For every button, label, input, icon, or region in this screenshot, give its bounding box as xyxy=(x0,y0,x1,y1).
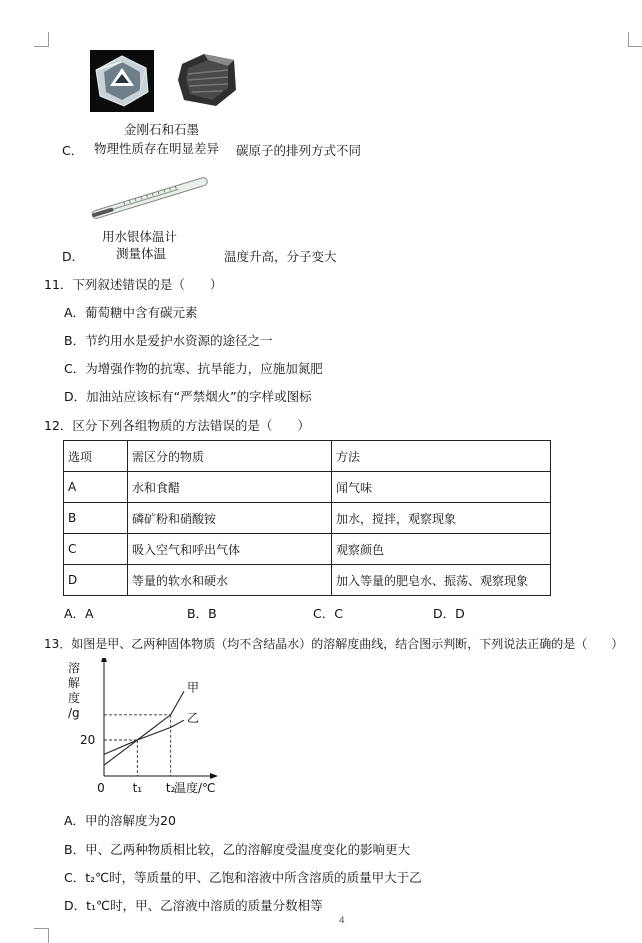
table-cell: 加入等量的肥皂水、振荡、观察现象 xyxy=(332,565,551,596)
q12-option-c: C．C xyxy=(313,606,343,621)
q12-option-b: B．B xyxy=(187,606,217,621)
thermometer-image xyxy=(84,170,216,228)
table-row xyxy=(64,503,551,534)
table-cell: 加水，搅拌，观察现象 xyxy=(332,503,551,534)
table-cell: B xyxy=(64,503,128,534)
x-tick-label: t₁ xyxy=(132,781,143,795)
y-tick-label: 20 xyxy=(80,733,96,747)
table-header-row xyxy=(64,441,551,472)
x-axis-title: 温度/℃ xyxy=(174,781,216,795)
page-number: 4 xyxy=(339,916,345,926)
q11-option-b: B．节约用水是爱护水资源的途径之一 xyxy=(64,333,273,348)
thermometer-caption-line1: 用水银体温计 xyxy=(102,229,178,244)
table-cell: C xyxy=(64,534,128,565)
diamond-image xyxy=(90,50,154,112)
table-row xyxy=(64,534,551,565)
corner-mark-top-right xyxy=(628,32,642,47)
q13-option-d: D．t₁℃时，甲、乙溶液中溶质的质量分数相等 xyxy=(64,898,323,913)
table-cell: A xyxy=(64,472,128,503)
q12-stem: 12．区分下列各组物质的方法错误的是（ ） xyxy=(44,418,310,433)
q13-option-b: B．甲、乙两种物质相比较，乙的溶解度受温度变化的影响更大 xyxy=(64,842,411,857)
table-header-cell: 方法 xyxy=(332,441,551,472)
q11-option-d: D．加油站应该标有“严禁烟火”的字样或图标 xyxy=(64,389,312,404)
table-row xyxy=(64,472,551,503)
q11-option-c: C．为增强作物的抗寒、抗旱能力，应施加氮肥 xyxy=(64,361,323,376)
y-axis-title-char: 度 xyxy=(68,691,81,705)
diamond-graphite-caption: 金刚石和石墨 xyxy=(124,122,200,137)
thermometer-caption-line2: 测量体温 xyxy=(116,246,167,261)
q11-stem: 11．下列叙述错误的是（ ） xyxy=(44,277,223,292)
q10-option-c-letter: C． xyxy=(62,143,84,158)
table-cell: 水和食醋 xyxy=(128,472,332,503)
table-header-cell: 需区分的物质 xyxy=(128,441,332,472)
table-cell: 观察颜色 xyxy=(332,534,551,565)
solubility-chart xyxy=(60,658,230,803)
corner-mark-top-left xyxy=(34,32,49,47)
table-cell: 等量的软水和硬水 xyxy=(128,565,332,596)
x-tick-label: t₂ xyxy=(165,781,176,795)
table-cell: 闻气味 xyxy=(332,472,551,503)
series-label: 甲 xyxy=(187,680,200,695)
q10-option-d-explanation: 温度升高，分子变大 xyxy=(224,249,337,264)
q13-option-c: C．t₂℃时，等质量的甲、乙饱和溶液中所含溶质的质量甲大于乙 xyxy=(64,870,422,885)
table-cell: 吸入空气和呼出气体 xyxy=(128,534,332,565)
table-header-cell: 选项 xyxy=(64,441,128,472)
y-axis-title-char: 解 xyxy=(68,676,81,690)
q12-option-a: A．A xyxy=(64,606,94,621)
q10-option-c-explanation: 碳原子的排列方式不同 xyxy=(236,143,362,158)
graphite-image xyxy=(174,50,240,110)
y-axis-title-char: 溶 xyxy=(68,661,81,675)
y-axis-arrow xyxy=(101,658,107,662)
series-line-yi xyxy=(104,720,184,754)
q12-option-d: D．D xyxy=(433,606,465,621)
q10-option-d-letter: D． xyxy=(62,249,85,264)
q12-table xyxy=(63,440,551,596)
table-cell: D xyxy=(64,565,128,596)
series-line-jia xyxy=(104,691,184,765)
y-axis-title-char: /g xyxy=(68,706,80,720)
series-label: 乙 xyxy=(187,711,200,726)
q11-option-a: A．葡萄糖中含有碳元素 xyxy=(64,305,198,320)
q10-option-c-fact: 物理性质存在明显差异 xyxy=(94,141,220,156)
q13-option-a: A．甲的溶解度为20 xyxy=(64,813,176,828)
q13-stem: 13．如图是甲、乙两种固体物质（均不含结晶水）的溶解度曲线，结合图示判断，下列说法正确的是（ ） xyxy=(44,637,624,651)
origin-label: 0 xyxy=(97,781,105,795)
table-row xyxy=(64,565,551,596)
table-cell: 磷矿粉和硝酸铵 xyxy=(128,503,332,534)
x-axis-arrow xyxy=(210,773,218,779)
